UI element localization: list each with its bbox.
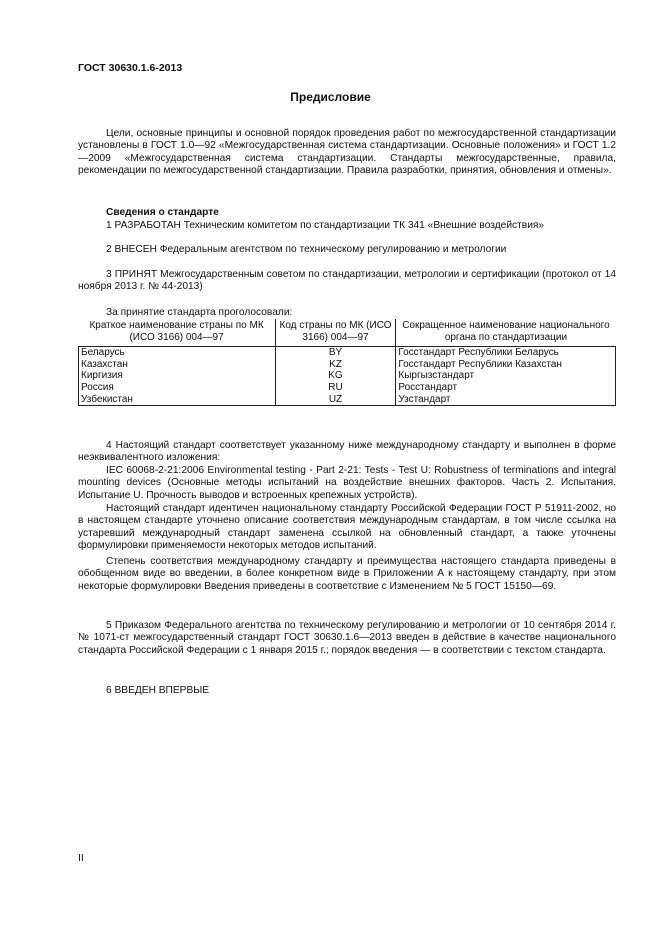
table-header-row — [79, 319, 616, 347]
page-number: II — [78, 852, 84, 864]
intro-paragraph: Цели, основные принципы и основной порядок проведения работ по межгосударственной стандартизации установлены в ГОСТ 1.0—92 «Межгосударственная система стандартизации. Основные положения» и ГОСТ 1.2—2009 «Межгосударственная система стандартизации. Стандарты межгосударственные, правила, рекомендации по межгосударственной стандартизации. Правила разработки, принятия, обновления и отмены». — [78, 128, 616, 176]
item-4-correspondence: 4 Настоящий стандарт соответствует указанному ниже международному стандарту и выполнен в форме неэквивалентного изложения: — [78, 440, 616, 464]
country-name: Узбекистан — [79, 394, 276, 406]
country-code: RU — [275, 382, 396, 394]
document-code: ГОСТ 30630.1.6-2013 — [78, 62, 183, 74]
country-name: Россия — [79, 382, 276, 394]
country-code: KZ — [275, 359, 396, 371]
item-5-order: 5 Приказом Федерального агентства по техническому регулированию и метрологии от 10 сентября 2014 г. № 1071-ст межгосударственный стандарт ГОСТ 30630.1.6—2013 введен в действие в качестве национального стандарта Российской Федерации с 1 января 2015 г.; порядок введения — в соответствии с текстом стандарта. — [78, 620, 616, 656]
country-name: Казахстан — [79, 359, 276, 371]
item-4-degree-of-correspondence: Степень соответствия международному стандарту и преимущества настоящего стандарта приведены в обобщенном виде во введении, в более конкретном виде в Приложении А к настоящему стандарту, при этом некоторые формулировки Введения приведены в соответствие с Изменением № 5 ГОСТ 15150—69. — [78, 556, 616, 592]
standards-body: Госстандарт Республики Казахстан — [396, 359, 616, 371]
table-row — [79, 382, 616, 394]
country-code: KG — [275, 370, 396, 382]
table-row — [79, 370, 616, 382]
country-name: Беларусь — [79, 347, 276, 359]
country-code: UZ — [275, 394, 396, 406]
table-row — [79, 347, 616, 359]
page-title: Предисловие — [290, 90, 371, 104]
item-2-submitted: 2 ВНЕСЕН Федеральным агентством по техническому регулированию и метрологии — [106, 244, 507, 255]
info-heading: Сведения о стандарте — [106, 207, 219, 218]
column-header-code: Код страны по МК (ИСО 3166) 004—97 — [275, 319, 396, 347]
standards-body: Росстандарт — [396, 382, 616, 394]
standards-body: Кыргызстандарт — [396, 370, 616, 382]
standards-body: Госстандарт Республики Беларусь — [396, 347, 616, 359]
table-row — [79, 359, 616, 371]
item-6-first-introduced: 6 ВВЕДЕН ВПЕРВЫЕ — [106, 685, 210, 696]
item-3-adopted: 3 ПРИНЯТ Межгосударственным советом по стандартизации, метрологии и сертификации (протокол от 14 ноября 2013 г. № 44-2013) — [78, 269, 616, 293]
column-header-country: Краткое наименование страны по МК (ИСО 3166) 004—97 — [79, 319, 276, 347]
standards-body: Узстандарт — [396, 394, 616, 406]
column-header-body: Сокращенное наименование национального органа по стандартизации — [396, 319, 616, 347]
item-1-developed: 1 РАЗРАБОТАН Техническим комитетом по стандартизации ТК 341 «Внешние воздействия» — [106, 220, 545, 231]
voting-countries-table — [78, 319, 616, 406]
vote-intro: За принятие стандарта проголосовали: — [106, 307, 293, 318]
table-row — [79, 394, 616, 406]
item-4-iec-reference: IEC 60068-2-21:2006 Environmental testing - Part 2-21: Tests - Test U: Robustness of terminations and integral mounting devices (Основные методы испытаний на воздействие внешних факторов. Часть 2. Испытания. Испытание U. Прочность выводов и встроенных крепежных устройств). — [78, 465, 616, 501]
item-4-identical-standard: Настоящий стандарт идентичен национальному стандарту Российской Федерации ГОСТ Р 51911-2002, но в настоящем стандарте уточнено описание соответствия международным стандартам, в том числе ссылка на устаревший международный стандарт заменена ссылкой на обновленный стандарт, а также уточнены формулировки применяемости некоторых методов испытаний. — [78, 503, 616, 551]
country-name: Киргизия — [79, 370, 276, 382]
country-code: BY — [275, 347, 396, 359]
